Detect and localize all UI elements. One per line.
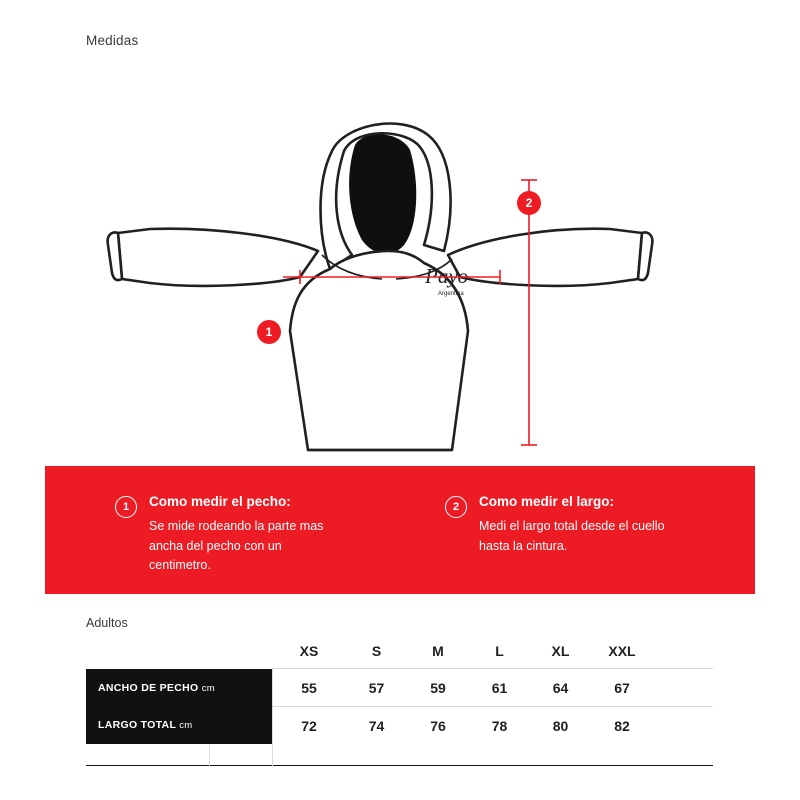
column-header-m: M xyxy=(407,634,469,669)
table-corner-cell xyxy=(86,634,209,669)
row-label-length-text: LARGO TOTAL xyxy=(98,719,176,732)
column-header-spacer xyxy=(653,634,713,669)
cell-length-xs: 72 xyxy=(301,717,317,734)
callout-badge-1: 1 xyxy=(257,320,281,344)
column-header-l: L xyxy=(469,634,530,669)
instruction-chest-title: Como medir el pecho: xyxy=(149,494,291,509)
brand-mark: Payo xyxy=(425,264,469,288)
cell-length-l: 78 xyxy=(491,717,508,734)
instruction-length xyxy=(445,494,679,556)
row-label-chest-text: ANCHO DE PECHO xyxy=(98,681,199,694)
row-label-length-unit: cm xyxy=(179,720,193,732)
column-header-xxl: XXL xyxy=(591,634,653,669)
left-cuff xyxy=(108,233,122,281)
size-table xyxy=(86,634,713,744)
column-header-xs: XS xyxy=(272,634,346,669)
cell-chest-spacer xyxy=(653,669,713,707)
hood-opening xyxy=(349,134,416,253)
row-label-chest-unit: cm xyxy=(201,682,215,694)
cell-chest-xs: 55 xyxy=(272,669,346,707)
column-header-xl: XL xyxy=(530,634,591,669)
instruction-length-text: Medi el largo total desde el cuello hasta la cintura. xyxy=(479,519,665,553)
table-corner-cell-2 xyxy=(209,634,272,669)
row-label-length xyxy=(86,707,272,745)
cell-length-s: 74 xyxy=(368,717,385,734)
instruction-length-title: Como medir el largo: xyxy=(479,494,615,509)
instruction-chest xyxy=(115,494,339,575)
table-row xyxy=(86,669,713,707)
page-title: Medidas xyxy=(86,33,139,48)
row-label-chest xyxy=(86,669,272,707)
instruction-chest-text: Se mide rodeando la parte mas ancha del pecho con un centimetro. xyxy=(149,519,324,572)
cell-length-spacer xyxy=(653,707,713,745)
table-bottom-rule xyxy=(86,765,713,766)
cell-chest-xxl: 67 xyxy=(591,669,653,707)
garment-illustration xyxy=(0,55,800,455)
brand-submark: Argentina xyxy=(438,291,464,297)
cell-chest-l: 61 xyxy=(469,669,530,707)
size-table-wrapper xyxy=(86,634,713,744)
instructions-band xyxy=(45,466,755,594)
right-cuff xyxy=(638,233,652,281)
table-row xyxy=(86,707,713,745)
column-header-s: S xyxy=(346,634,407,669)
cell-chest-m: 59 xyxy=(407,669,469,707)
cell-chest-s: 57 xyxy=(346,669,407,707)
cell-length-m: 76 xyxy=(430,717,446,734)
cell-length-xl: 80 xyxy=(552,717,569,734)
instruction-badge-2: 2 xyxy=(445,496,467,518)
hoodie-diagram-svg xyxy=(0,55,800,455)
instruction-badge-1: 1 xyxy=(115,496,137,518)
cell-length-xxl: 82 xyxy=(614,717,630,734)
cell-chest-xl: 64 xyxy=(530,669,591,707)
table-caption: Adultos xyxy=(86,616,128,630)
table-header-row xyxy=(86,634,713,669)
callout-badge-2: 2 xyxy=(517,191,541,215)
